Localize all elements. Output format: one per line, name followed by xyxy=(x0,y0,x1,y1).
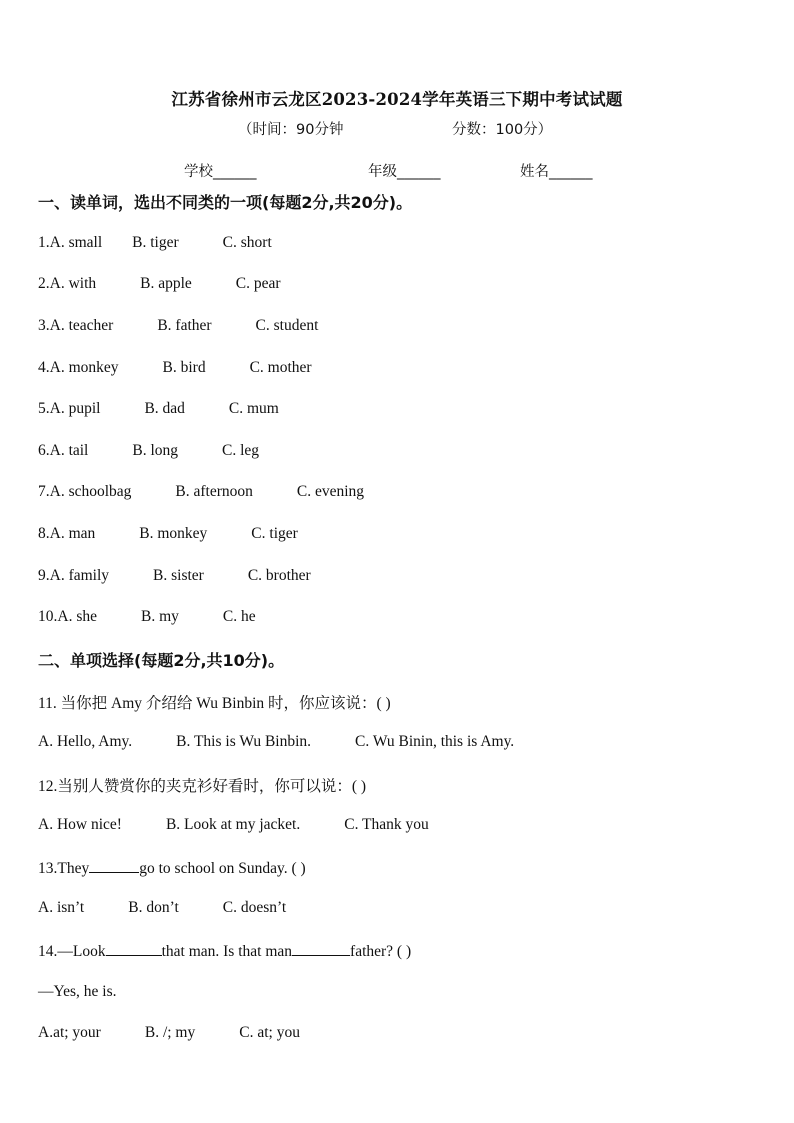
answer-blank[interactable] xyxy=(292,941,350,956)
option-c: C. Thank you xyxy=(344,816,429,833)
question-row xyxy=(38,317,318,335)
question-number: 8. xyxy=(38,525,50,542)
question-row xyxy=(38,733,514,751)
option-b: B. father xyxy=(157,317,212,334)
q13-stem-start: 13.They xyxy=(38,860,90,877)
question-row xyxy=(38,275,281,293)
option-b: B. /; my xyxy=(144,1024,196,1041)
option-a: A. small xyxy=(49,234,103,251)
option-b: B. afternoon xyxy=(175,483,253,500)
option-c: C. leg xyxy=(222,442,260,459)
option-a: A. with xyxy=(49,275,97,292)
question-row xyxy=(38,567,311,585)
option-b: B. long xyxy=(132,442,179,459)
q14-reply: —Yes, he is. xyxy=(38,983,117,1000)
option-b: B. sister xyxy=(153,567,204,584)
option-b: B. apple xyxy=(140,275,192,292)
option-c: C. short xyxy=(222,234,272,251)
question-row xyxy=(38,359,312,377)
name-field[interactable]: 姓名______ xyxy=(520,164,593,180)
option-a: A. isn’t xyxy=(38,899,85,916)
question-stem xyxy=(38,941,411,961)
option-a: A. teacher xyxy=(49,317,114,334)
q14-stem-start: 14.—Look xyxy=(38,943,106,960)
grade-field[interactable]: 年级______ xyxy=(368,164,441,180)
option-a: A. pupil xyxy=(49,400,101,417)
question-row xyxy=(38,442,259,460)
option-a: A. family xyxy=(49,567,110,584)
option-a: A. monkey xyxy=(49,359,119,376)
question-row xyxy=(38,234,272,252)
option-b: B. monkey xyxy=(139,525,208,542)
option-a: A. schoolbag xyxy=(49,483,132,500)
school-field[interactable]: 学校______ xyxy=(184,164,257,180)
option-a: A. Hello, Amy. xyxy=(38,733,133,750)
option-c: C. mum xyxy=(228,400,279,417)
option-c: C. tiger xyxy=(251,525,298,542)
question-number: 5. xyxy=(38,400,50,417)
option-b: B. bird xyxy=(162,359,206,376)
exam-time: （时间：90分钟 xyxy=(238,122,344,138)
answer-blank[interactable] xyxy=(89,858,139,873)
option-c: C. at; you xyxy=(239,1024,300,1041)
option-c: C. evening xyxy=(296,483,365,500)
option-b: B. Look at my jacket. xyxy=(165,816,301,833)
option-c: C. Wu Binin, this is Amy. xyxy=(355,733,515,750)
section1-heading: 一、读单词，选出不同类的一项(每题2分,共20分)。 xyxy=(38,193,413,212)
option-c: C. student xyxy=(255,317,319,334)
question-row xyxy=(38,899,286,917)
option-a: A. How nice! xyxy=(38,816,122,833)
question-number: 9. xyxy=(38,567,50,584)
question-stem xyxy=(38,774,366,796)
question-number: 6. xyxy=(38,442,50,459)
q14-stem-end: father? ( ) xyxy=(350,943,412,960)
question-row xyxy=(38,400,279,418)
option-b: B. This is Wu Binbin. xyxy=(176,733,312,750)
question-row xyxy=(38,1024,300,1042)
answer-blank[interactable] xyxy=(106,941,162,956)
option-c: C. pear xyxy=(235,275,281,292)
question-row xyxy=(38,483,364,501)
question-stem xyxy=(38,691,391,713)
option-c: C. brother xyxy=(247,567,311,584)
section2-heading: 二、单项选择(每题2分,共10分)。 xyxy=(38,651,285,670)
q12-stem: 12.当别人赞赏你的夹克衫好看时，你可以说：( ) xyxy=(38,778,367,795)
q13-stem-end: go to school on Sunday. ( ) xyxy=(139,860,306,877)
option-b: B. tiger xyxy=(132,234,179,251)
option-c: C. doesn’t xyxy=(222,899,287,916)
q14-stem-mid: that man. Is that man xyxy=(161,943,293,960)
question-reply xyxy=(38,983,117,1001)
exam-score: 分数：100分） xyxy=(452,122,553,138)
question-number: 2. xyxy=(38,275,50,292)
option-a: A.at; your xyxy=(38,1024,101,1041)
option-b: B. don’t xyxy=(128,899,179,916)
option-a: A. tail xyxy=(49,442,89,459)
option-a: A. man xyxy=(49,525,96,542)
question-stem xyxy=(38,858,306,878)
option-c: C. mother xyxy=(249,359,312,376)
question-row xyxy=(38,525,298,543)
option-b: B. dad xyxy=(144,400,185,417)
question-number: 1. xyxy=(38,234,50,251)
option-c: C. he xyxy=(222,608,256,625)
question-number: 7. xyxy=(38,483,50,500)
question-number: 4. xyxy=(38,359,50,376)
question-row xyxy=(38,608,256,626)
question-row xyxy=(38,816,429,834)
option-a: A. she xyxy=(57,608,97,625)
question-number: 3. xyxy=(38,317,50,334)
exam-title: 江苏省徐州市云龙区2023-2024学年英语三下期中考试试题 xyxy=(171,90,623,109)
option-b: B. my xyxy=(140,608,179,625)
q11-stem: 11. 当你把 Amy 介绍给 Wu Binbin 时，你应该说：( ) xyxy=(38,695,391,712)
question-number: 10. xyxy=(38,608,58,625)
